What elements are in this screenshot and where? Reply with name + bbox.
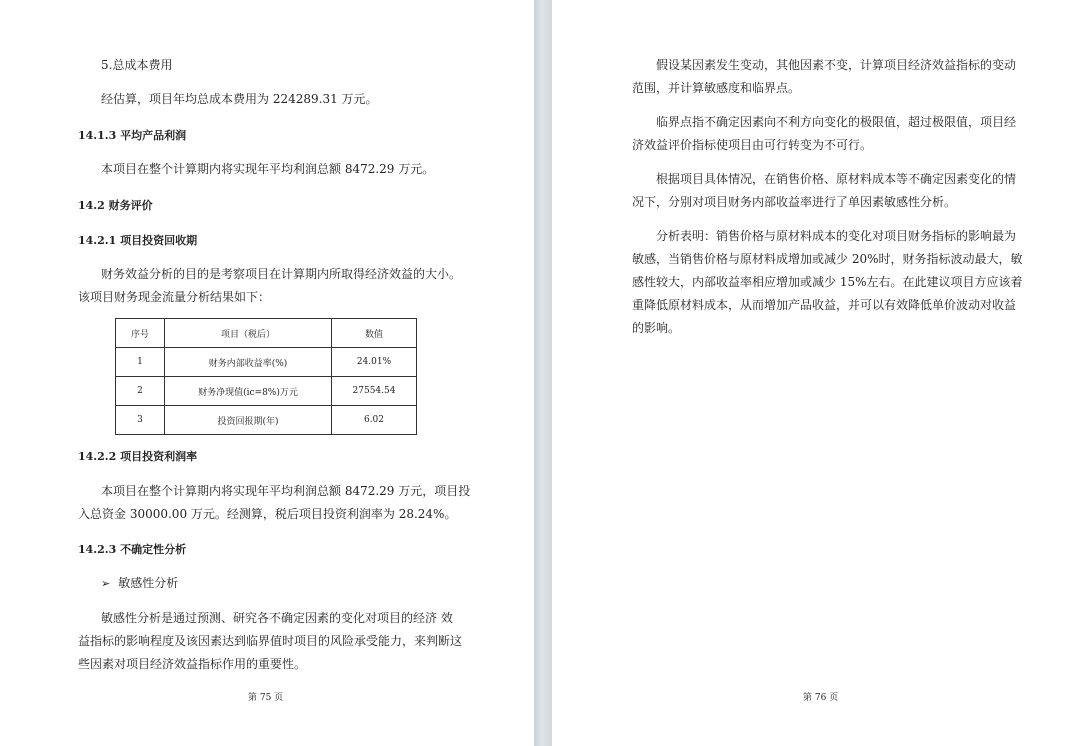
table-cell: 投资回报期(年) <box>165 406 332 435</box>
table-header-cell: 项目（税后） <box>165 319 332 348</box>
paragraph-financial-line1: 财务效益分析的目的是考察项目在计算期内所取得经济效益的大小。 <box>101 267 462 281</box>
paragraph-critical-line1: 临界点指不确定因素向不利方向变化的极限值，超过极限值，项目经 <box>656 115 1017 129</box>
paragraph-situation-line1: 根据项目具体情况，在销售价格、原材料成本等不确定因素变化的情 <box>656 172 1017 186</box>
page-number-left: 第 75 页 <box>248 693 284 703</box>
paragraph-sensitivity-line2: 益指标的影响程度及该因素达到临界值时项目的风险承受能力，来判断这 <box>78 634 463 648</box>
table-cell: 财务内部收益率(%) <box>165 348 332 377</box>
table-cell: 1 <box>116 348 165 377</box>
page-number-right: 第 76 页 <box>803 693 839 703</box>
paragraph-analysis-line1: 分析表明：销售价格与原材料成本的变化对项目财务指标的影响最为 <box>656 229 1017 243</box>
paragraph-investment-line1: 本项目在整个计算期内将实现年平均利润总额 8472.29 万元，项目投 <box>101 484 471 498</box>
heading-14-2-1: 14.2.1 项目投资回收期 <box>78 234 198 247</box>
bullet-label: 敏感性分析 <box>118 576 179 590</box>
paragraph-assumption-line2: 范围，并计算敏感度和临界点。 <box>632 81 801 95</box>
table-row <box>116 406 417 435</box>
paragraph-assumption-line1: 假设某因素发生变动，其他因素不变，计算项目经济效益指标的变动 <box>656 58 1017 72</box>
document-page-right <box>552 0 1080 746</box>
paragraph-total-cost: 经估算，项目年均总成本费用为 224289.31 万元。 <box>101 92 378 106</box>
paragraph-critical-line2: 济效益评价指标使项目由可行转变为不可行。 <box>632 138 873 152</box>
paragraph-analysis-line2: 敏感，当销售价格与原材料成增加或减少 20%时，财务指标波动最大，敏 <box>632 252 1023 266</box>
bullet-sensitivity <box>101 572 178 595</box>
paragraph-analysis-line3: 感性较大，内部收益率相应增加或减少 15%左右。在此建议项目方应该着 <box>632 275 1023 289</box>
page-gutter <box>534 0 552 746</box>
financial-analysis-table <box>115 318 417 435</box>
paragraph-sensitivity-line3: 些因素对项目经济效益指标作用的重要性。 <box>78 657 307 671</box>
heading-14-1-3: 14.1.3 平均产品利润 <box>78 129 187 142</box>
paragraph-investment-line2: 入总资金 30000.00 万元。经测算，税后项目投资利润率为 28.24%。 <box>78 507 457 521</box>
table-cell: 2 <box>116 377 165 406</box>
paragraph-sensitivity-line1: 敏感性分析是通过预测、研究各不确定因素的变化对项目的经济 效 <box>101 611 453 625</box>
table-header-row <box>116 319 417 348</box>
paragraph-situation-line2: 况下，分别对项目财务内部收益率进行了单因素敏感性分析。 <box>632 195 957 209</box>
paragraph-average-profit: 本项目在整个计算期内将实现年平均利润总额 8472.29 万元。 <box>101 162 435 176</box>
heading-14-2-3: 14.2.3 不确定性分析 <box>78 543 187 556</box>
bullet-arrow-icon: ➢ <box>101 577 111 590</box>
table-cell: 6.02 <box>332 406 417 435</box>
table-cell: 24.01% <box>332 348 417 377</box>
heading-14-2-2: 14.2.2 项目投资利润率 <box>78 450 198 463</box>
table-header-cell: 序号 <box>116 319 165 348</box>
table-cell: 27554.54 <box>332 377 417 406</box>
paragraph-analysis-line5: 的影响。 <box>632 321 681 335</box>
table-row <box>116 377 417 406</box>
table-row <box>116 348 417 377</box>
section-item-total-cost: 5.总成本费用 <box>101 58 173 72</box>
table-cell: 财务净现值(ic=8%)万元 <box>165 377 332 406</box>
paragraph-financial-line2: 该项目财务现金流量分析结果如下： <box>78 290 271 304</box>
paragraph-analysis-line4: 重降低原材料成本，从而增加产品收益，并可以有效降低单价波动对收益 <box>632 298 1017 312</box>
table-cell: 3 <box>116 406 165 435</box>
heading-14-2: 14.2 财务评价 <box>78 199 153 212</box>
table-header-cell: 数值 <box>332 319 417 348</box>
document-page-left <box>0 0 534 746</box>
